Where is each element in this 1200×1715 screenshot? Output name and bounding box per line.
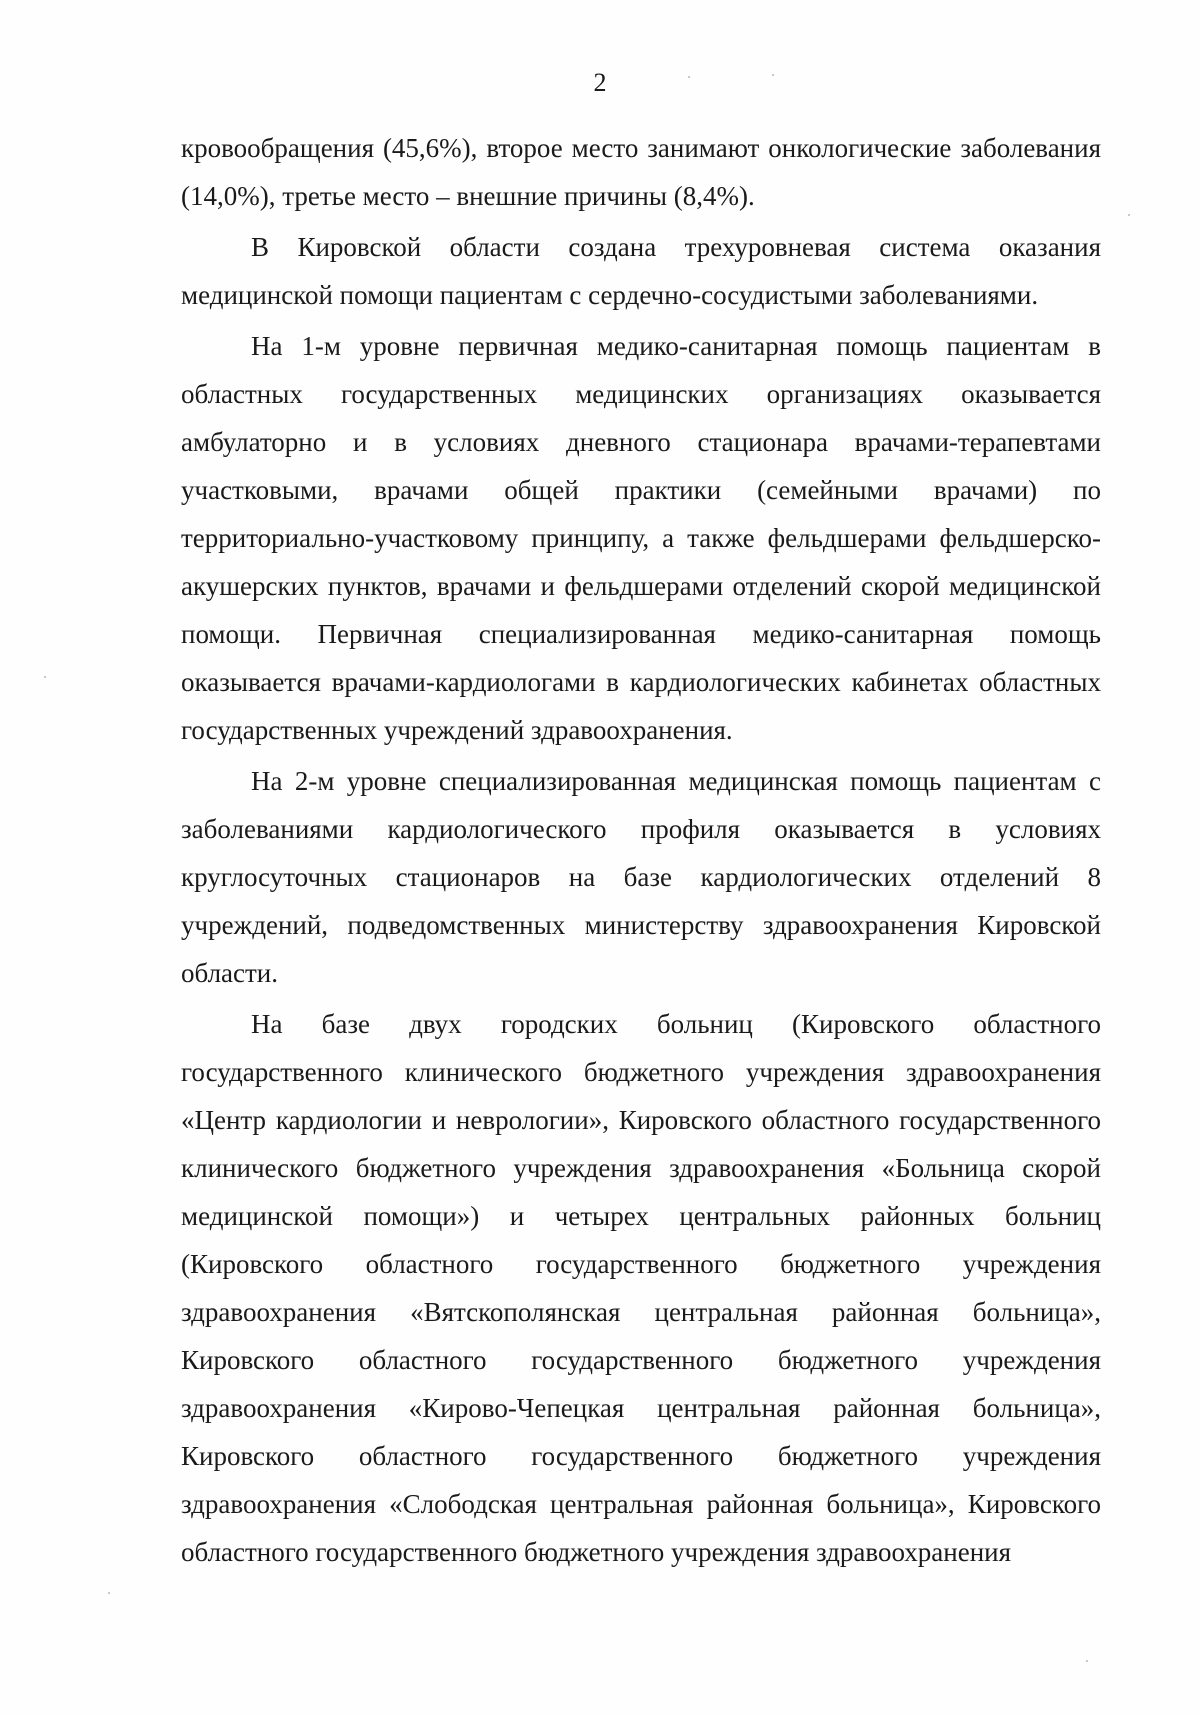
- scan-speck: [772, 74, 774, 76]
- scan-speck: [1086, 1660, 1088, 1662]
- scan-speck: [1128, 214, 1130, 216]
- paragraph-continuation: кровообращения (45,6%), второе место занимают онкологические заболевания (14,0%), третье место – внешние причины (8,4%).: [181, 133, 1101, 211]
- paragraph-level-1: На 1-м уровне первичная медико-санитарная помощь пациентам в областных государственных медицинских организациях оказывается амбулаторно и в условиях дневного стационара врачами-терапевтами участковыми, врачами общей практики (семейными врачами) по территориально-участковому принципу, а также фельдшерами фельдшерско-акушерских пунктов, врачами и фельдшерами отделений скорой медицинской помощи. Первичная специализированная медико-санитарная помощь оказывается врачами-кардиологами в кардиологических кабинетах областных государственных учреждений здравоохранения.: [181, 331, 1101, 745]
- scan-speck: [688, 76, 690, 78]
- paragraph-hospitals: На базе двух городских больниц (Кировского областного государственного клинического бюджетного учреждения здравоохранения «Центр кардиологии и неврологии», Кировского областного государственного клинического бюджетного учреждения здравоохранения «Больница скорой медицинской помощи») и четырех центральных районных больниц (Кировского областного государственного бюджетного учреждения здравоохранения «Вятскополянская центральная районная больница», Кировского областного государственного бюджетного учреждения здравоохранения «Кирово-Чепецкая центральная районная больница», Кировского областного государственного бюджетного учреждения здравоохранения «Слободская центральная районная больница», Кировского областного государственного бюджетного учреждения здравоохранения: [181, 1009, 1101, 1567]
- paragraph-three-level-system: В Кировской области создана трехуровневая система оказания медицинской помощи пациентам с сердечно-сосудистыми заболеваниями.: [181, 232, 1101, 310]
- paragraph-level-2: На 2-м уровне специализированная медицинская помощь пациентам с заболеваниями кардиологического профиля оказывается в условиях круглосуточных стационаров на базе кардиологических отделений 8 учреждений, подведомственных министерству здравоохранения Кировской области.: [181, 766, 1101, 988]
- scan-speck: [44, 676, 46, 678]
- document-body: [181, 124, 1101, 1579]
- scan-speck: [108, 1592, 110, 1594]
- page-number: 2: [593, 68, 607, 97]
